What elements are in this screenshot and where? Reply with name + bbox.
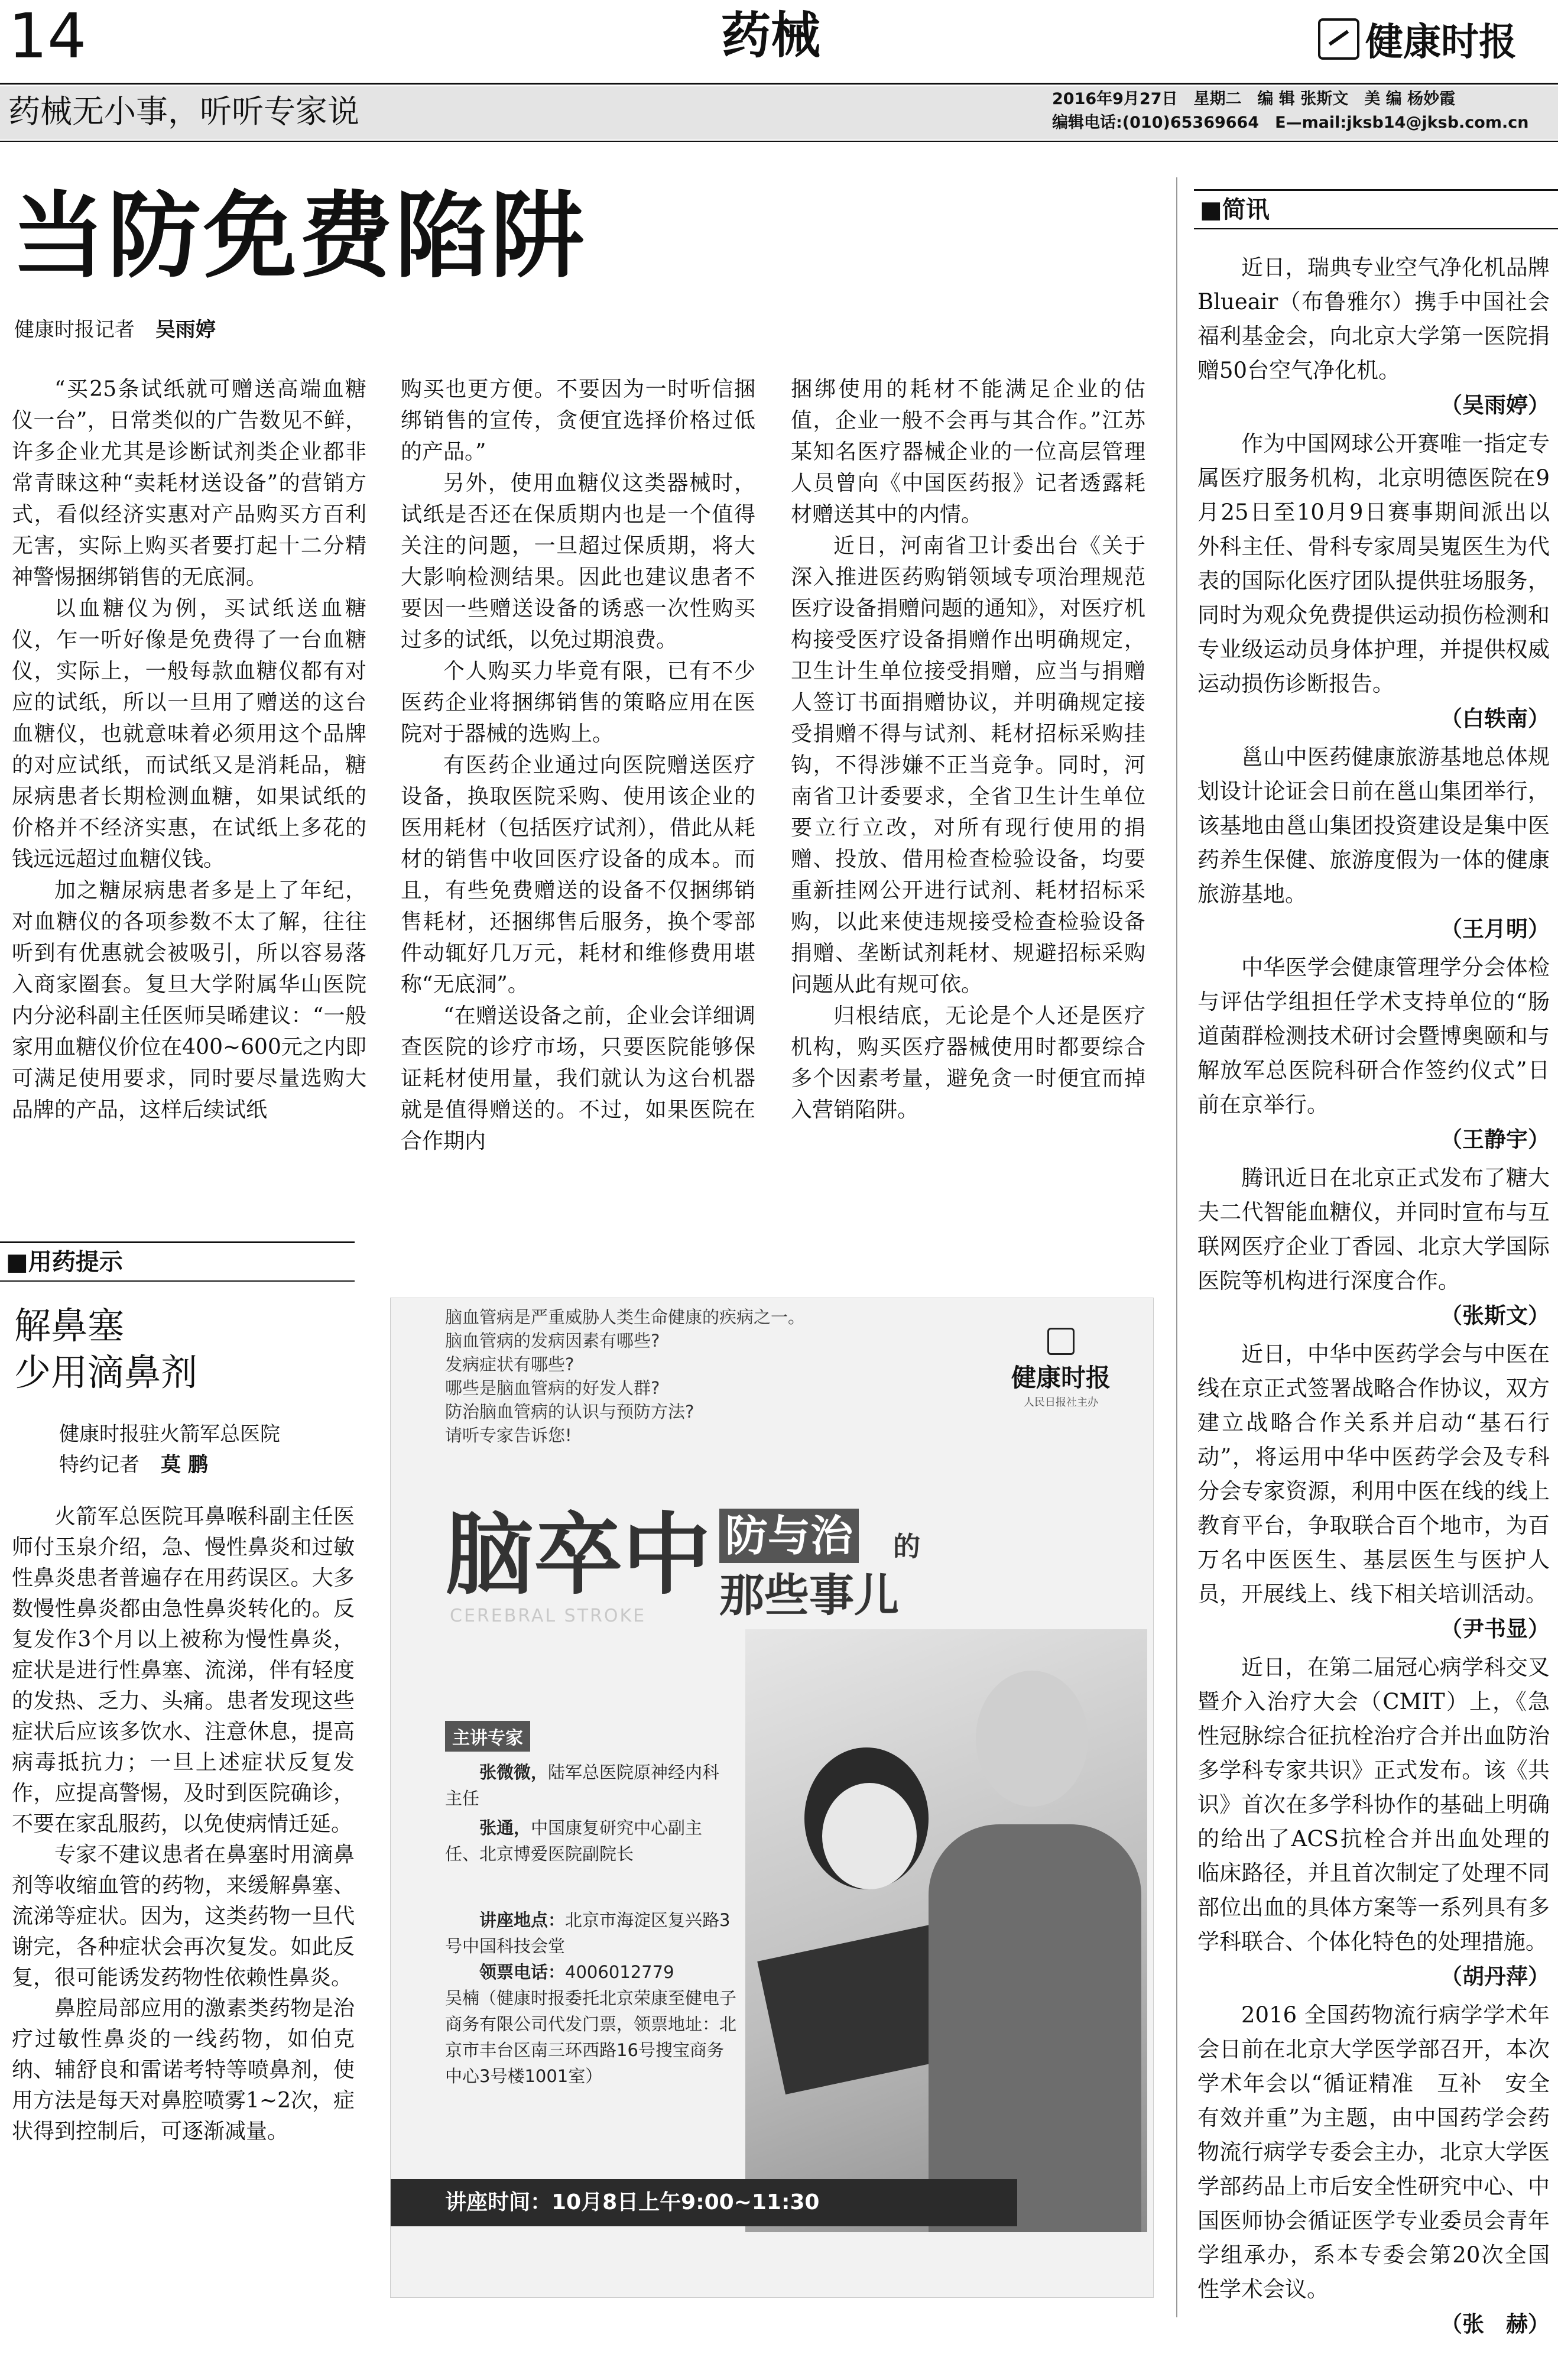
ad-photo-grandfather-and-girl <box>745 1629 1147 2232</box>
brief-item: 近日，中华中医药学会与中医在线在京正式签署战略合作协议，双方建立战略合作关系并启动“基石行动”，将运用中华中医药学会及专科分会专家资源，利用中医在线的线上教育平台，争取联合百个地市，为百万名中医医生、基层医生与医护人员，开展线上、线下相关培训活动。 （尹书显） <box>1197 1341 1550 1642</box>
brief-item: 腾讯近日在北京正式发布了糖大夫二代智能血糖仪，并同时宣布与互联网医疗企业丁香园、北京大学国际医院等机构进行深度合作。 （张斯文） <box>1197 1165 1550 1328</box>
tip-title-line2: 少用滴鼻剂 <box>14 1351 198 1394</box>
ad-title-tail: 那些事儿 <box>719 1569 899 1622</box>
tip-title-line1: 解鼻塞 <box>14 1304 125 1347</box>
edition-info: 2016年9月27日 星期二 编 辑 张斯文 美 编 杨妙霞 <box>1052 90 1456 108</box>
brief-item: 作为中国网球公开赛唯一指定专属医疗服务机构，北京明德医院在9月25日至10月9日赛事期间派出以外科主任、骨科专家周昊嵬医生为代表的国际化医疗团队提供驻场服务，同时为观众免费提供运动损伤检测和专业级运动员身体护理，并提供权威运动损伤诊断报告。 （白轶南） <box>1197 431 1550 731</box>
ad-time-bar: 讲座时间：10月8日上午9:00~11:30 <box>391 2179 1017 2226</box>
brief-item: 邕山中医药健康旅游基地总体规划设计论证会日前在邕山集团举行，该基地由邕山集团投资建设是集中医药养生保健、旅游度假为一体的健康旅游基地。 （王月明） <box>1197 744 1550 942</box>
ad-logo: 健康时报 人民日报社主办 <box>1011 1328 1111 1409</box>
article-column-1 <box>12 374 366 1237</box>
paragraph: “在赠送设备之前，企业会详细调查医院的诊疗市场，只要医院能够保证耗材使用量，我们就认为这台机器就是值得赠送的。不过，如果医院在合作期内 <box>401 1004 755 1153</box>
paragraph: 专家不建议患者在鼻塞时用滴鼻剂等收缩血管的药物，来缓解鼻塞、流涕等症状。因为，这类药物一旦代谢完，各种症状会再次复发。如此反复，很可能诱发药物性依赖性鼻炎。 <box>12 1843 355 1990</box>
section-title: 药械 <box>721 6 821 64</box>
ad-title-en: CEREBRAL STROKE <box>450 1606 647 1626</box>
tip-section-header: ■用药提示 <box>6 1249 123 1276</box>
ad-experts: 张微微，陆军总医院原神经内科主任 张通，中国康复研究中心副主任、北京博爱医院副院长 <box>445 1762 720 1864</box>
brief-item: 2016 全国药物流行病学学术年会日前在北京大学医学部召开，本次学术年会以“循证精准 互补 安全有效并重”为主题，由中国药学会药物流行病学专委会主办，北京大学医学部药品上市后安全性研究中心、中国医师协会循证医学专业委员会青年学组承办，系本专委会第20次全国性学术会议。 （张 赫） <box>1197 2002 1550 2337</box>
ad-experts-label: 主讲专家 <box>445 1721 530 1752</box>
briefs-list <box>1197 251 1550 2337</box>
paragraph: 鼻腔局部应用的激素类药物是治疗过敏性鼻炎的一线药物，如伯克纳、辅舒良和雷诺考特等喷鼻剂，使用方法是每天对鼻腔喷雾1~2次，症状得到控制后，可逐渐减量。 <box>12 1996 355 2144</box>
article-title: 当防免费陷阱 <box>12 181 586 291</box>
page-number: 14 <box>8 0 87 72</box>
article-column-2 <box>401 374 755 1237</box>
paragraph: 个人购买力毕竟有限，已有不少医药企业将捆绑销售的策略应用在医院对于器械的选购上。 <box>401 659 755 746</box>
ad-title-de: 的 <box>893 1531 920 1562</box>
paragraph: 火箭军总医院耳鼻喉科副主任医师付玉泉介绍，急、慢性鼻炎和过敏性鼻炎患者普遍存在用药误区。大多数慢性鼻炎都由急性鼻炎转化的。反复发作3个月以上被称为慢性鼻炎，症状是进行性鼻塞、流涕，伴有轻度的发热、乏力、头痛。患者发现这些症状后应该多饮水、注意休息，提高病毒抵抗力；一旦上述症状反复发作，应提高警惕，及时到医院确诊，不要在家乱服药，以免使病情迁延。 <box>12 1504 355 1836</box>
logo-mark-icon <box>1047 1328 1075 1355</box>
paragraph: 购买也更方便。不要因为一时听信捆绑销售的宣传，贪便宜选择价格过低的产品。” <box>401 377 755 464</box>
paragraph: 归根结底，无论是个人还是医疗机构，购买医疗器械使用时都要综合多个因素考量，避免贪一时便宜而掉入营销陷阱。 <box>791 1004 1145 1122</box>
contact-info: 编辑电话:(010)65369664 E—mail:jksb14@jksb.com.cn <box>1052 114 1529 132</box>
ad-venue: 讲座地点：北京市海淀区复兴路3号中国科技会堂 领票电话：4006012779 吴楠（健康时报委托北京荣康至健电子商务有限公司代发门票，领票地址：北京市丰台区南三环西路16号搜宝商务中心3号楼1001室） <box>445 1910 737 2086</box>
ad-title-box: 防与治 <box>719 1509 859 1563</box>
lecture-advertisement <box>390 1298 1154 2298</box>
paragraph: 有医药企业通过向医院赠送医疗设备，换取医院采购、使用该企业的医用耗材（包括医疗试剂），借此从耗材的销售中收回医疗设备的成本。而且，有些免费赠送的设备不仅捆绑销售耗材，还捆绑售后服务，换个零部件动辄好几万元，耗材和维修费用堪称“无底洞”。 <box>401 753 755 997</box>
tip-byline: 健康时报驻火箭军总医院 特约记者 莫 鹏 <box>59 1422 280 1477</box>
paragraph: 捆绑使用的耗材不能满足企业的估值，企业一般不会再与其合作。”江苏某知名医疗器械企业的一位高层管理人员曾向《中国医药报》记者透露耗材赠送其中的内情。 <box>791 377 1145 527</box>
page-tagline: 药械无小事，听听专家说 <box>8 93 359 130</box>
article-byline: 健康时报记者 吴雨婷 <box>14 318 216 342</box>
paragraph: 近日，河南省卫计委出台《关于深入推进医药购销领域专项治理规范医疗设备捐赠问题的通知》，对医疗机构接受医疗设备捐赠作出明确规定，卫生计生单位接受捐赠，应当与捐赠人签订书面捐赠协议，并明确规定接受捐赠不得与试剂、耗材招标采购挂钩，不得涉嫌不正当竞争。同时，河南省卫计委要求，全省卫生计生单位要立行立改，对所有现行使用的捐赠、投放、借用检查检验设备，均要重新挂网公开进行试剂、耗材招标采购，以此来使违规接受检查检验设备捐赠、垄断试剂耗材、规避招标采购问题从此有规可依。 <box>791 534 1145 997</box>
paragraph: “买25条试纸就可赠送高端血糖仪一台”，日常类似的广告数见不鲜，许多企业尤其是诊断试剂类企业都非常青睐这种“卖耗材送设备”的营销方式，看似经济实惠对产品购买方百利无害，实际上购买者要打起十二分精神警惕捆绑销售的无底洞。 <box>12 377 366 589</box>
paragraph: 加之糖尿病患者多是上了年纪，对血糖仪的各项参数不太了解，往往听到有优惠就会被吸引，所以容易落入商家圈套。复旦大学附属华山医院内分泌科副主任医师吴晞建议：“一般家用血糖仪价位在400~600元之内即可满足使用要求，同时要尽量选购大品牌的产品，这样后续试纸 <box>12 878 366 1122</box>
paragraph: 以血糖仪为例，买试纸送血糖仪，乍一听好像是免费得了一台血糖仪，实际上，一般每款血糖仪都有对应的试纸，所以一旦用了赠送的这台血糖仪，也就意味着必须用这个品牌的对应试纸，而试纸又是消耗品，糖尿病患者长期检测血糖，如果试纸的价格并不经济实惠，在试纸上多花的钱远远超过血糖仪钱。 <box>12 596 366 871</box>
paragraph: 另外，使用血糖仪这类器械时，试纸是否还在保质期内也是一个值得关注的问题，一旦超过保质期，将大大影响检测结果。因此也建议患者不要因一些赠送设备的诱惑一次性购买过多的试纸，以免过期浪费。 <box>401 471 755 652</box>
ad-questions: 脑血管病是严重威胁人类生命健康的疾病之一。 脑血管病的发病因素有哪些? 发病症状有哪些? 哪些是脑血管病的好发人群? 防治脑血管病的认识与预防方法? 请听专家告诉您! <box>445 1307 806 1445</box>
column-divider <box>1176 177 1177 2317</box>
briefs-section-header: ■简讯 <box>1200 196 1270 223</box>
newspaper-logo: 健康时报 <box>1318 12 1517 66</box>
brief-item: 近日，瑞典专业空气净化机品牌Blueair（布鲁雅尔）携手中国社会福利基金会，向北京大学第一医院捐赠50台空气净化机。 （吴雨婷） <box>1197 255 1550 418</box>
logo-mark-icon <box>1318 18 1359 60</box>
brief-item: 近日，在第二届冠心病学科交叉暨介入治疗大会（CMIT）上，《急性冠脉综合征抗栓治疗合并出血防治多学科专家共识》正式发布。该《共识》首次在多学科协作的基础上明确的给出了ACS抗栓合并出血处理的临床路径，并且首次制定了处理不同部位出血的具体方案等一系列具有多学科联合、个体化特色的处理措施。 （胡丹萍） <box>1197 1655 1550 1989</box>
brief-item: 中华医学会健康管理学分会体检与评估学组担任学术支持单位的“肠道菌群检测技术研讨会暨博奥颐和与解放军总医院科研合作签约仪式”日前在京举行。 （王静宇） <box>1197 955 1550 1152</box>
tip-body <box>12 1502 355 2317</box>
ad-title-main: 脑卒中 <box>445 1504 712 1607</box>
article-column-3 <box>791 374 1145 1237</box>
